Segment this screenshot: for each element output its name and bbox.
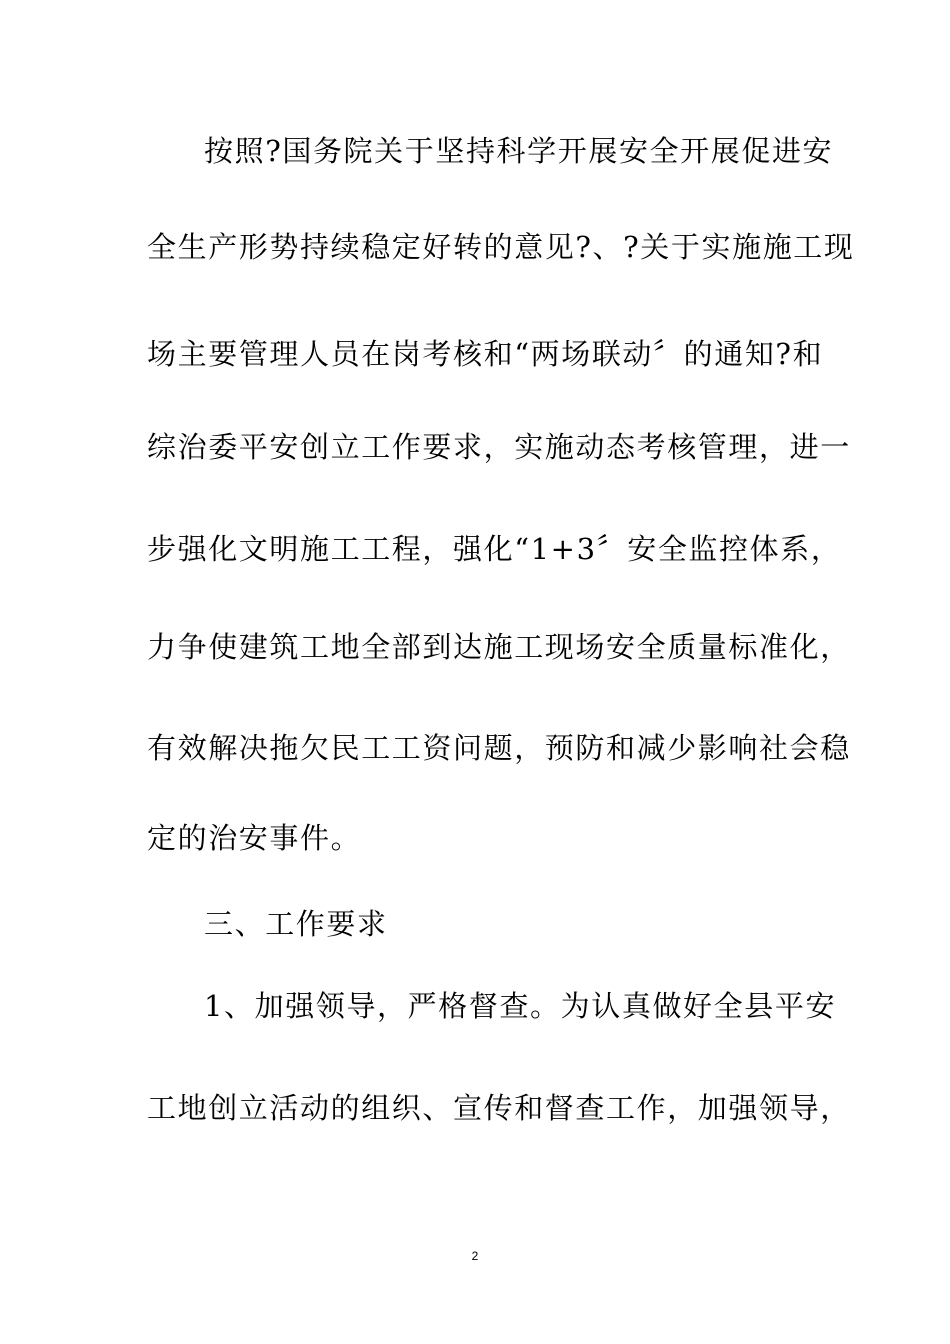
paragraph-line: 定的治安事件。: [147, 821, 362, 855]
paragraph-line: 场主要管理人员在岗考核和“两场联动〞的通知?和: [147, 337, 824, 371]
paragraph-line: 1、加强领导，严格督查。为认真做好全县平安: [204, 989, 837, 1023]
paragraph-line: 力争使建筑工地全部到达施工现场安全质量标准化，: [147, 630, 851, 664]
paragraph-line: 工地创立活动的组织、宣传和督查工作，加强领导，: [147, 1091, 851, 1125]
paragraph-line: 步强化文明施工工程，强化“1+3〞安全监控体系，: [147, 532, 842, 566]
paragraph-line: 综治委平安创立工作要求，实施动态考核管理，进一: [147, 430, 851, 464]
paragraph-line: 按照?国务院关于坚持科学开展安全开展促进安: [204, 134, 834, 168]
paragraph-line: 全生产形势持续稳定好转的意见?、?关于实施施工现: [147, 230, 855, 264]
paragraph-line: 有效解决拖欠民工工资问题，预防和减少影响社会稳: [147, 731, 851, 765]
section-heading: 三、工作要求: [204, 907, 388, 941]
page-number: 2: [471, 1249, 479, 1263]
